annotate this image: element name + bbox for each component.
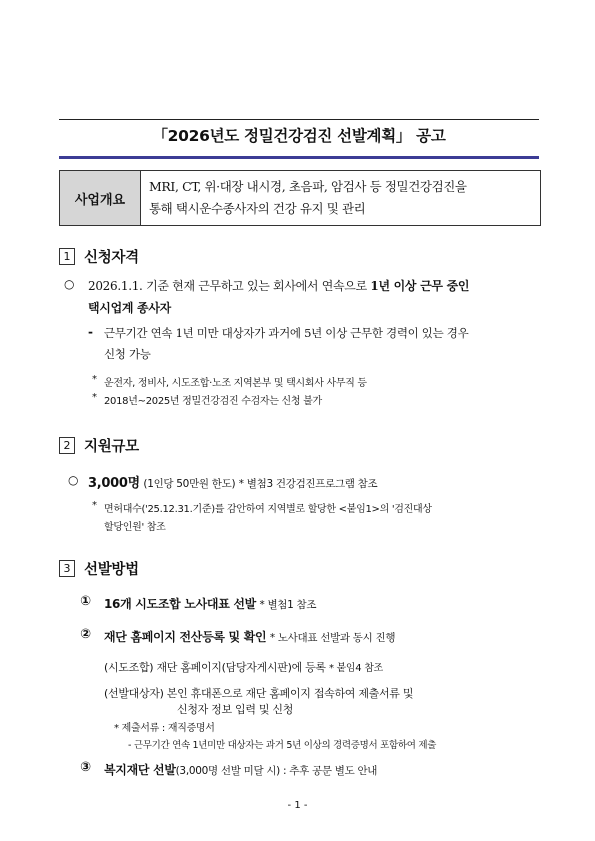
sec2-note-star: * [92,500,97,511]
section-1-title: 신청자격 [84,250,139,266]
overview-label: 사업개요 [60,171,141,225]
page-number: - 1 - [287,800,308,811]
step-2-line: 재단 홈페이지 전산등록 및 확인 * 노사대표 선발과 동시 진행 [104,630,396,644]
step-2-line-b2: 신청자 정보 입력 및 신청 [177,703,294,716]
section-2-number: 2 [59,437,75,454]
sec2-note-line-1: 면허대수('25.12.31.기준)를 감안하여 지역별로 할당한 <붙임1>의 '검진대상 [104,504,432,515]
section-1-number: 1 [59,248,75,265]
step-2-docs-sub: - 근무기간 연속 1년미만 대상자는 과거 5년 이상의 경력증명서 포함하여 제출 [128,740,437,751]
step-2-line-a: (시도조합) 재단 홈페이지(담당자게시판)에 등록 * 붙임4 참조 [104,661,383,674]
page-title: 「2026년도 정밀건강검진 선발계획」 공고 [152,127,446,145]
sec1-note-1-star: * [92,374,97,385]
section-3-number: 3 [59,560,75,577]
overview-content [141,171,540,225]
step-1-number: ① [80,594,91,609]
sec1-bullet: ○ [64,277,75,291]
step-3-number: ③ [80,760,91,775]
sec1-dash: - [88,325,93,339]
sec1-sub-line-1: 근무기간 연속 1년 미만 대상자가 과거에 5년 이상 근무한 경력이 있는 경우 [104,326,469,340]
sec1-note-2-star: * [92,392,97,403]
step-2-number: ② [80,627,91,642]
sec2-main-line: 3,000명 (1인당 50만원 한도) * 별첨3 건강검진프로그램 참조 [88,476,378,491]
sec2-note-line-2: 할당인원' 참조 [104,522,166,533]
overview-line-2: 통해 택시운수종사자의 건강 유지 및 관리 [149,201,366,216]
overview-table [59,170,541,226]
step-3-line: 복지재단 선발(3,000명 선발 미달 시) : 추후 공문 별도 안내 [104,763,378,777]
sec1-main-line-2: 택시업계 종사자 [88,301,171,315]
overview-line-1: MRI, CT, 위·대장 내시경, 초음파, 암검사 등 정밀건강검진을 [149,179,467,194]
section-3-title: 선발방법 [84,562,139,578]
sec1-note-2: 2018년~2025년 정밀건강검진 수검자는 신청 불가 [104,396,322,407]
step-2-line-b: (선발대상자) 본인 휴대폰으로 재단 홈페이지 접속하여 제출서류 및 [104,687,414,700]
sec2-bullet: ○ [68,473,79,487]
sec1-sub-line-2: 신청 가능 [104,347,151,361]
section-2-title: 지원규모 [84,439,139,455]
title-top-rule [59,119,539,120]
step-2-docs: * 제출서류 : 재직증명서 [114,723,215,734]
title-bottom-rule [59,156,539,159]
sec1-main-line-1: 2026.1.1. 기준 현재 근무하고 있는 회사에서 연속으로 1년 이상 근무 중인 [88,279,470,293]
step-1-line: 16개 시도조합 노사대표 선발 * 별첨1 참조 [104,597,317,611]
sec1-note-1: 운전자, 정비사, 시도조합·노조 지역본부 및 택시회사 사무직 등 [104,378,367,389]
